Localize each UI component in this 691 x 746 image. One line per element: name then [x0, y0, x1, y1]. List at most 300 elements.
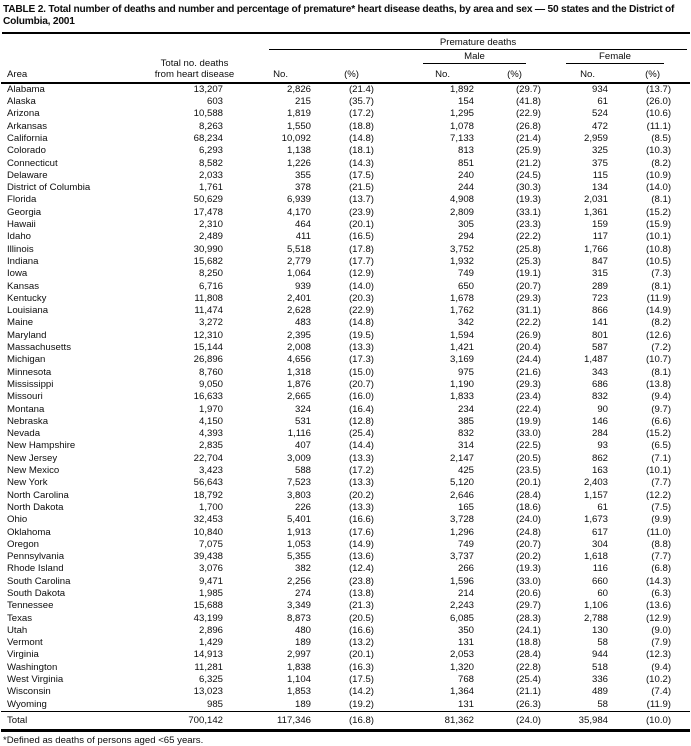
- cell-no: 1,838: [286, 661, 311, 673]
- cell-male-no: 1,295: [449, 108, 474, 120]
- table-row: [1, 649, 690, 661]
- cell-male-no: 749: [457, 268, 474, 280]
- cell-male-pct: (23.4): [515, 391, 541, 403]
- cell-female-no: 723: [591, 292, 608, 304]
- cell-male-no: 131: [375, 699, 475, 712]
- cell-female-pct: (10.1): [645, 465, 672, 477]
- table-body: [1, 83, 690, 712]
- cell-female-pct: (9.7): [651, 403, 672, 415]
- cell-area: Iowa: [7, 268, 28, 280]
- cell-female-pct: (10.2): [645, 674, 672, 686]
- cell-pct: (17.5): [348, 169, 374, 181]
- cell-no: 5,518: [286, 243, 311, 255]
- female-label: Female: [599, 50, 631, 62]
- cell-total: 3,076: [198, 563, 223, 575]
- cell-male-pct: (26.8): [515, 120, 541, 132]
- cell-female-pct: (7.5): [651, 501, 672, 513]
- col-header-male-no: No.: [375, 64, 475, 83]
- cell-pct: (22.9): [348, 305, 374, 317]
- cell-male-pct: (22.5): [515, 440, 541, 452]
- cell-female-no: 866: [591, 305, 608, 317]
- cell-female-no: 134: [591, 182, 608, 194]
- cell-pct: (13.7): [348, 194, 374, 206]
- cell-female-pct: (7.2): [651, 342, 672, 354]
- cell-male-no: 813: [457, 145, 474, 157]
- table-row: [1, 674, 690, 686]
- table-row: [1, 293, 690, 305]
- cell-male-pct: (33.0): [515, 575, 541, 587]
- table-row: [1, 490, 690, 502]
- col-group-overall-spacer: [238, 50, 375, 64]
- cell-female-pct: (7.9): [651, 637, 672, 649]
- cell-area: Connecticut: [7, 157, 58, 169]
- cell-area: Oregon: [7, 538, 39, 550]
- cell-female-pct: (12.9): [645, 612, 672, 624]
- cell-no: 2,008: [286, 342, 311, 354]
- cell-female-pct: (10.5): [645, 255, 672, 267]
- cell-male-no: 1,678: [449, 292, 474, 304]
- cell-total: 1,761: [198, 182, 223, 194]
- table-row: [1, 317, 690, 329]
- cell-area: Maryland: [7, 329, 47, 341]
- cell-female-pct: (11.9): [646, 292, 672, 304]
- cell-area: Florida: [7, 194, 37, 206]
- cell-no: 1,064: [286, 268, 311, 280]
- cell-pct: (25.4): [348, 428, 374, 440]
- cell-female-pct: (14.0): [645, 182, 672, 194]
- cell-female-no: 58: [597, 637, 608, 649]
- cell-area: Nevada: [7, 428, 41, 440]
- cell-male-no: 1,892: [449, 83, 474, 95]
- cell-male-pct: (22.4): [515, 403, 541, 415]
- cell-female-no: 2,403: [583, 477, 608, 489]
- cell-male-pct: (20.1): [515, 477, 541, 489]
- cell-total: 39,438: [193, 551, 223, 563]
- cell-no: 483: [294, 317, 311, 329]
- cell-female-no: 93: [597, 440, 608, 452]
- cell-female-pct: (13.7): [645, 83, 672, 95]
- cell-pct: (12.9): [348, 268, 374, 280]
- cell-area: Michigan: [7, 354, 46, 366]
- cell-no: 2,826: [286, 83, 311, 95]
- cell-area: Kentucky: [7, 292, 47, 304]
- cell-male-no: 154: [457, 96, 474, 108]
- cell-male-pct: (28.4): [515, 489, 541, 501]
- cell-total: 32,453: [193, 514, 223, 526]
- cell-pct: (16.6): [348, 514, 374, 526]
- col-header-no: No.: [238, 64, 316, 83]
- cell-pct: (19.2): [316, 699, 375, 712]
- cell-area: South Dakota: [7, 587, 66, 599]
- col-group-male: [375, 50, 542, 64]
- table-row: [1, 379, 690, 391]
- cell-total: 2,489: [198, 231, 223, 243]
- table-row: [1, 342, 690, 354]
- cell-no: 464: [294, 219, 311, 231]
- col-header-pct: (%): [316, 64, 375, 83]
- cell-area: South Carolina: [7, 575, 71, 587]
- cell-area: Idaho: [7, 231, 32, 243]
- cell-no: 1,053: [286, 538, 311, 550]
- cell-total: 68,234: [193, 133, 223, 144]
- cell-male-pct: (19.3): [515, 563, 541, 575]
- cell-female-no: 1,766: [583, 243, 608, 255]
- cell-female-no: 35,984: [542, 711, 609, 730]
- cell-male-pct: (21.2): [515, 157, 541, 169]
- cell-female-no: 1,106: [583, 600, 608, 612]
- cell-area: Wyoming: [1, 699, 151, 712]
- cell-female-no: 146: [591, 415, 608, 427]
- cell-total: 11,808: [194, 292, 223, 304]
- cell-total: 8,760: [198, 366, 223, 378]
- cell-no: 226: [294, 501, 311, 513]
- cell-pct: (13.6): [348, 551, 374, 563]
- cell-area: Vermont: [7, 637, 43, 649]
- cell-female-pct: (9.4): [651, 391, 672, 403]
- cell-male-pct: (24.8): [515, 526, 541, 538]
- cell-area: Hawaii: [7, 219, 36, 231]
- cell-male-no: 2,646: [449, 489, 474, 501]
- total-row: [1, 711, 690, 730]
- table-title: TABLE 2. Total number of deaths and number and percentage of premature* heart disease deaths, by area and sex — 50 states and the District of Columbia, 2001: [3, 4, 675, 28]
- cell-male-no: 314: [457, 440, 474, 452]
- cell-area: Utah: [7, 624, 28, 636]
- cell-pct: (23.9): [348, 206, 374, 218]
- cell-total: 50,629: [193, 194, 223, 206]
- cell-no: 6,939: [286, 194, 311, 206]
- cell-male-pct: (19.9): [515, 415, 541, 427]
- cell-female-no: 315: [591, 268, 608, 280]
- cell-male-no: 214: [457, 587, 474, 599]
- table-row: [1, 133, 690, 145]
- cell-area: Indiana: [7, 255, 39, 267]
- cell-male-no: 1,296: [449, 526, 474, 538]
- cell-area: Louisiana: [7, 305, 49, 317]
- cell-male-no: 1,596: [449, 575, 474, 587]
- cell-female-no: 524: [591, 108, 608, 120]
- cell-area: Minnesota: [7, 366, 52, 378]
- cell-area: Maine: [7, 317, 34, 329]
- cell-female-pct: (10.3): [645, 145, 672, 157]
- cell-pct: (18.1): [348, 145, 374, 157]
- cell-area: Alaska: [7, 96, 36, 108]
- cell-female-no: 686: [591, 378, 608, 390]
- cell-male-no: 266: [457, 563, 474, 575]
- cell-female-no: 1,157: [583, 489, 608, 501]
- cell-male-no: 1,932: [449, 255, 474, 267]
- cell-male-no: 342: [457, 317, 474, 329]
- cell-pct: (17.2): [348, 465, 374, 477]
- cell-female-pct: (8.1): [651, 280, 672, 292]
- cell-male-pct: (19.3): [515, 194, 541, 206]
- cell-female-no: 130: [591, 624, 608, 636]
- cell-total: 8,250: [198, 268, 223, 280]
- cell-male-no: 165: [457, 501, 474, 513]
- cell-female-pct: (10.7): [645, 354, 672, 366]
- cell-female-no: 518: [591, 661, 608, 673]
- cell-no: 1,550: [286, 120, 311, 132]
- cell-total: 7,075: [198, 538, 223, 550]
- cell-male-pct: (29.7): [515, 83, 541, 95]
- cell-female-pct: (10.1): [645, 231, 672, 243]
- cell-male-pct: (22.9): [515, 108, 541, 120]
- cell-male-pct: (18.8): [515, 637, 541, 649]
- table-row: [1, 563, 690, 575]
- cell-female-no: 2,788: [583, 612, 608, 624]
- cell-male-pct: (29.3): [515, 292, 541, 304]
- cell-pct: (14.3): [348, 157, 374, 169]
- cell-male-no: 240: [457, 169, 474, 181]
- cell-female-pct: (6.5): [651, 440, 672, 452]
- cell-no: 189: [238, 699, 316, 712]
- cell-total: 56,643: [193, 477, 223, 489]
- cell-no: 4,170: [286, 206, 311, 218]
- cell-pct: (23.8): [348, 575, 374, 587]
- cell-pct: (17.6): [348, 526, 374, 538]
- cell-total: 1,985: [198, 587, 223, 599]
- cell-male-no: 244: [457, 182, 474, 194]
- cell-female-no: 472: [591, 120, 608, 132]
- cell-male-pct: (33.1): [515, 206, 541, 218]
- cell-male-no: 350: [457, 624, 474, 636]
- table-row: [1, 551, 690, 563]
- col-header-total-deaths: [151, 34, 238, 83]
- cell-area: Kansas: [7, 280, 39, 292]
- col-header-female-no: No.: [542, 64, 609, 83]
- cell-pct: (15.0): [348, 366, 374, 378]
- cell-female-pct: (9.9): [651, 514, 672, 526]
- cell-no: 324: [294, 403, 311, 415]
- cell-female-no: 58: [542, 699, 609, 712]
- table-row: [1, 539, 690, 551]
- cell-female-pct: (15.9): [645, 219, 672, 231]
- cell-no: 480: [294, 624, 311, 636]
- cell-pct: (17.3): [348, 354, 374, 366]
- table-row: [1, 428, 690, 440]
- cell-female-no: 1,487: [583, 354, 608, 366]
- cell-no: 1,226: [286, 157, 311, 169]
- cell-area: Missouri: [7, 391, 43, 403]
- cell-female-pct: (8.1): [651, 366, 672, 378]
- col-header-female-pct: (%): [609, 64, 690, 83]
- cell-male-no: 3,728: [449, 514, 474, 526]
- cell-total: 10,588: [193, 108, 223, 120]
- cell-area: Washington: [7, 661, 58, 673]
- cell-pct: (20.3): [348, 292, 374, 304]
- cell-female-pct: (9.4): [651, 661, 672, 673]
- cell-female-no: 116: [592, 563, 608, 575]
- cell-pct: (20.2): [348, 489, 374, 501]
- cell-no: 3,803: [286, 489, 311, 501]
- cell-female-pct: (6.8): [651, 563, 672, 575]
- table-row: [1, 465, 690, 477]
- cell-male-pct: (25.4): [515, 674, 541, 686]
- cell-total: 985: [151, 699, 238, 712]
- table-row: [1, 613, 690, 625]
- cell-no: 1,913: [286, 526, 311, 538]
- col-header-area: [1, 34, 151, 83]
- cell-male-no: 234: [457, 403, 474, 415]
- cell-pct: (14.2): [348, 686, 374, 698]
- cell-pct: (16.8): [316, 711, 375, 730]
- cell-pct: (13.3): [348, 477, 374, 489]
- cell-area: Colorado: [7, 145, 46, 157]
- table-row: [1, 404, 690, 416]
- cell-total: 8,263: [198, 120, 223, 132]
- cell-male-no: 2,243: [449, 600, 474, 612]
- cell-female-no: 61: [597, 96, 608, 108]
- cell-area: New Mexico: [7, 465, 60, 477]
- cell-area: North Carolina: [7, 489, 69, 501]
- cell-male-no: 3,737: [449, 551, 474, 563]
- cell-male-no: 7,133: [449, 133, 474, 144]
- cell-total: 603: [206, 96, 223, 108]
- cell-pct: (21.5): [348, 182, 374, 194]
- cell-pct: (13.3): [348, 452, 374, 464]
- cell-pct: (17.5): [348, 674, 374, 686]
- cell-female-no: 141: [591, 317, 608, 329]
- cell-male-pct: (22.8): [515, 661, 541, 673]
- cell-male-pct: (28.4): [515, 649, 541, 661]
- cell-female-no: 944: [591, 649, 608, 661]
- table-row: [1, 108, 690, 120]
- cell-female-pct: (10.8): [645, 243, 672, 255]
- col-group-female: [542, 50, 690, 64]
- table-row: [1, 367, 690, 379]
- cell-female-pct: (11.1): [646, 120, 672, 132]
- cell-male-no: 131: [457, 637, 474, 649]
- cell-female-pct: (7.3): [651, 268, 672, 280]
- table-row: [1, 686, 690, 698]
- cell-area: Total: [1, 711, 151, 730]
- cell-no: 2,401: [286, 292, 311, 304]
- cell-female-pct: (6.6): [651, 415, 672, 427]
- table-row: [1, 305, 690, 317]
- cell-total: 8,582: [198, 157, 223, 169]
- cell-total: 6,293: [198, 145, 223, 157]
- cell-area: Rhode Island: [7, 563, 64, 575]
- footnote: *Defined as deaths of persons aged <65 years.: [3, 734, 204, 746]
- cell-male-pct: (29.7): [515, 600, 541, 612]
- cell-male-pct: (26.3): [475, 699, 542, 712]
- cell-female-no: 660: [591, 575, 608, 587]
- cell-female-no: 289: [591, 280, 608, 292]
- table-row: [1, 391, 690, 403]
- cell-female-no: 336: [591, 674, 608, 686]
- cell-male-pct: (21.1): [515, 686, 541, 698]
- cell-male-pct: (20.6): [515, 587, 541, 599]
- cell-total: 4,393: [198, 428, 223, 440]
- cell-no: 2,779: [286, 255, 311, 267]
- cell-female-no: 325: [591, 145, 608, 157]
- cell-no: 2,628: [286, 305, 311, 317]
- cell-male-pct: (24.0): [475, 711, 542, 730]
- cell-no: 8,873: [286, 612, 311, 624]
- cell-male-pct: (21.4): [515, 133, 541, 144]
- cell-female-no: 617: [591, 526, 608, 538]
- cell-total: 2,033: [198, 169, 223, 181]
- total-deaths-header-line2: from heart disease: [154, 68, 235, 80]
- cell-female-no: 163: [591, 465, 608, 477]
- cell-male-no: 1,594: [449, 329, 474, 341]
- cell-pct: (17.7): [348, 255, 374, 267]
- cell-male-pct: (24.4): [515, 354, 541, 366]
- cell-female-no: 832: [591, 391, 608, 403]
- cell-total: 18,792: [193, 489, 223, 501]
- total-deaths-header-line1: Total no. deaths: [160, 57, 229, 69]
- cell-male-pct: (19.1): [515, 268, 541, 280]
- cell-female-no: 862: [591, 452, 608, 464]
- cell-male-no: 2,053: [449, 649, 474, 661]
- cell-female-pct: (13.8): [645, 378, 672, 390]
- cell-no: 1,116: [287, 428, 311, 440]
- cell-female-no: 847: [591, 255, 608, 267]
- cell-total: 9,471: [198, 575, 223, 587]
- table-row: [1, 244, 690, 256]
- cell-area: California: [7, 133, 48, 144]
- cell-no: 382: [294, 563, 311, 575]
- cell-pct: (14.8): [348, 133, 374, 144]
- cell-male-no: 3,169: [449, 354, 474, 366]
- cell-pct: (19.5): [348, 329, 374, 341]
- cell-female-no: 1,673: [583, 514, 608, 526]
- cell-female-pct: (14.9): [645, 305, 672, 317]
- cell-female-pct: (8.2): [651, 317, 672, 329]
- cell-male-no: 1,364: [449, 686, 474, 698]
- cell-pct: (12.8): [348, 415, 374, 427]
- cell-total: 15,144: [193, 342, 223, 354]
- cell-female-no: 934: [591, 83, 608, 95]
- cell-total: 14,913: [193, 649, 223, 661]
- cell-no: 1,138: [286, 145, 311, 157]
- cell-no: 2,395: [286, 329, 311, 341]
- table-row: [1, 145, 690, 157]
- table-row: [1, 268, 690, 280]
- cell-female-no: 1,361: [583, 206, 608, 218]
- cell-pct: (17.8): [348, 243, 374, 255]
- cell-pct: (20.1): [348, 219, 374, 231]
- table-row: [1, 354, 690, 366]
- cell-no: 1,104: [286, 674, 311, 686]
- cell-no: 3,349: [286, 600, 311, 612]
- cell-area: Virginia: [7, 649, 39, 661]
- cell-pct: (13.3): [348, 501, 374, 513]
- cell-female-pct: (10.0): [609, 711, 690, 730]
- table-row: [1, 83, 690, 96]
- table-row: [1, 231, 690, 243]
- cell-area: New Hampshire: [7, 440, 76, 452]
- cell-female-pct: (12.6): [645, 329, 672, 341]
- cell-female-pct: (15.2): [645, 206, 672, 218]
- cell-area: New Jersey: [7, 452, 58, 464]
- cell-female-no: 61: [597, 501, 608, 513]
- cell-no: 274: [294, 587, 311, 599]
- cell-male-no: 1,421: [449, 342, 474, 354]
- cell-total: 1,700: [198, 501, 223, 513]
- table-row: [1, 662, 690, 674]
- cell-area: Wisconsin: [7, 686, 51, 698]
- cell-female-no: 304: [591, 538, 608, 550]
- cell-total: 9,050: [198, 378, 223, 390]
- cell-female-no: 90: [597, 403, 608, 415]
- cell-pct: (14.0): [348, 280, 374, 292]
- cell-no: 378: [294, 182, 311, 194]
- cell-area: Tennessee: [7, 600, 54, 612]
- cell-female-no: 343: [591, 366, 608, 378]
- table-header: [1, 34, 690, 83]
- cell-male-no: 6,085: [449, 612, 474, 624]
- cell-male-pct: (22.2): [515, 317, 541, 329]
